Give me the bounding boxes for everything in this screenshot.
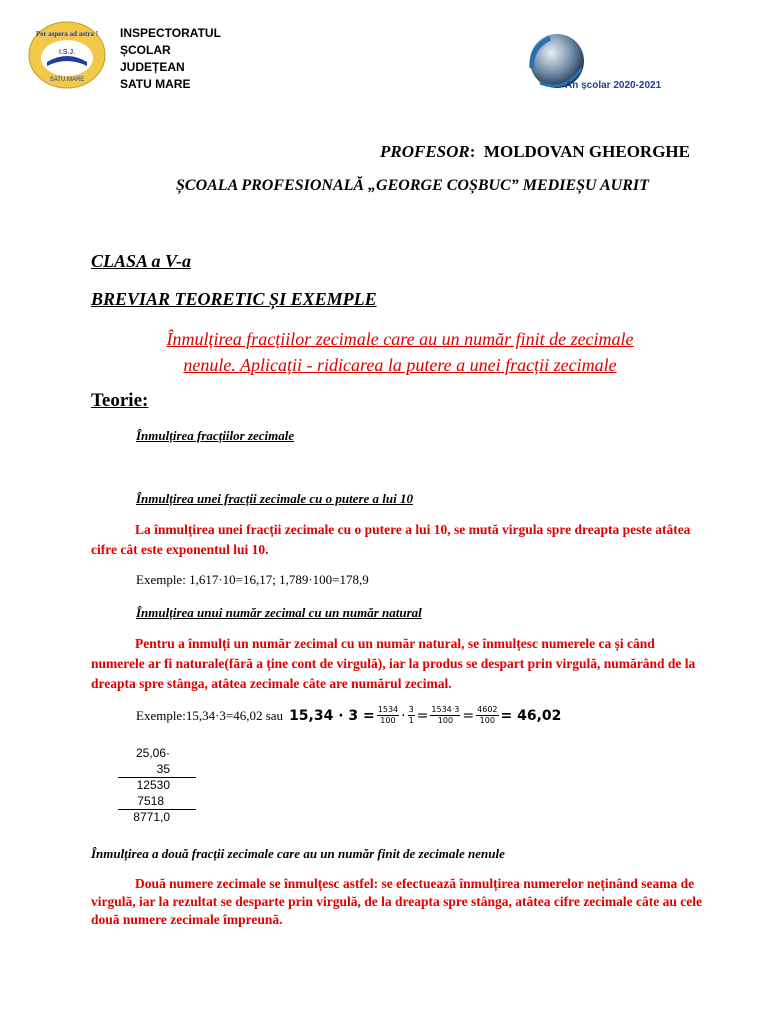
logo-isj: I.S.J. [59,49,75,56]
rule-paragraph-power-of-10: La înmulțirea unei fracții zecimale cu o putere a lui 10, se mută virgula spre dreapta peste atâtea cifre cât este exponentul lui 10. [91,522,691,557]
math-start: 15,34 · 3 = [289,707,375,724]
math-equals: = [416,707,429,724]
calc-row: 8771,0 [133,810,170,824]
calc-divider [118,777,196,778]
isj-line: ȘCOLAR [120,43,171,57]
lesson-title-line1: Înmulțirea fracțiilor zecimale care au un număr finit de zecimale [166,329,634,349]
logo-satu-mare: SATU MARE [49,77,85,83]
calc-row: 7518 [137,794,164,808]
profesor-name: MOLDOVAN GHEORGHE [483,142,690,161]
isj-line: INSPECTORATUL [120,26,221,40]
school-year-label: An școlar 2020-2021 [565,80,662,91]
example-text: Exemple:15,34·3=46,02 sau [136,707,284,723]
fraction: $\frac{3}{1}$ [408,705,414,725]
logo-motto: Per aspera ad astra ! [35,30,99,38]
calc-row: 25,06· [135,746,170,760]
rule-paragraph-two-decimals: Două numere zecimale se înmulțesc astfel: se efectuează înmulțirea numerelor neținând seama de virgulă, iar la rezultat se desparte prin virgulă, de la dreapta spre stânga, atâtea cifre zecimale câte au cele două numere zecimale împreună. [91,876,703,927]
lesson-title [60,326,740,378]
fraction: $\frac{1534}{100}$ [377,705,399,725]
breviar-heading: BREVIAR TEORETIC ȘI EXEMPLE [91,289,377,309]
section-heading-4: Înmulțirea a două fracții zecimale care au un număr finit de zecimale nenule [91,846,505,861]
fraction: $\frac{4602}{100}$ [477,705,498,725]
example-power-of-10: Exemple: 1,617·10=16,17; 1,789·100=178,9 [136,572,369,587]
isj-logo [27,20,107,90]
fraction: $\frac{1534\cdot 3}{100}$ [431,705,460,725]
math-equals: = [462,707,475,724]
math-dot: · [401,707,406,724]
lesson-title-line2: nenule. Aplicații - ridicarea la putere a unei fracții zecimale [183,355,617,375]
section-heading-2: Înmulțirea unei fracții zecimale cu o putere a lui 10 [136,491,413,506]
profesor-line: PROFESOR: MOLDOVAN GHEORGHE [380,142,690,161]
isj-line: SATU MARE [120,77,191,91]
school-name: ȘCOALA PROFESIONALĂ „GEORGE COȘBUC” MEDIEȘU AURIT [176,177,649,194]
rule-paragraph-decimal-natural: Pentru a înmulți un număr zecimal cu un număr natural, se înmulțesc numerele ca și când numerele ar fi naturale(fără a ține cont de virgulă), iar la produs se despart prin virgulă, numărând de la dreapta spre stânga, atâtea zecimale câte are numărul zecimal. [91,636,696,691]
calc-divider [118,809,196,810]
profesor-label: PROFESOR [380,142,470,161]
math-result: = 46,02 [500,707,562,724]
isj-line: JUDEȚEAN [120,60,185,74]
example-decimal-natural [136,705,561,726]
section-heading-1: Înmulțirea fracțiilor zecimale [136,428,295,443]
calc-row: 35 [156,762,170,776]
class-heading: CLASA a V-a [91,251,192,271]
theory-heading: Teorie: [91,390,149,411]
isj-name [120,25,221,93]
section-heading-3: Înmulțirea unui număr zecimal cu un număr natural [136,605,422,620]
calc-row: 12530 [136,778,170,792]
column-multiplication [100,745,170,825]
